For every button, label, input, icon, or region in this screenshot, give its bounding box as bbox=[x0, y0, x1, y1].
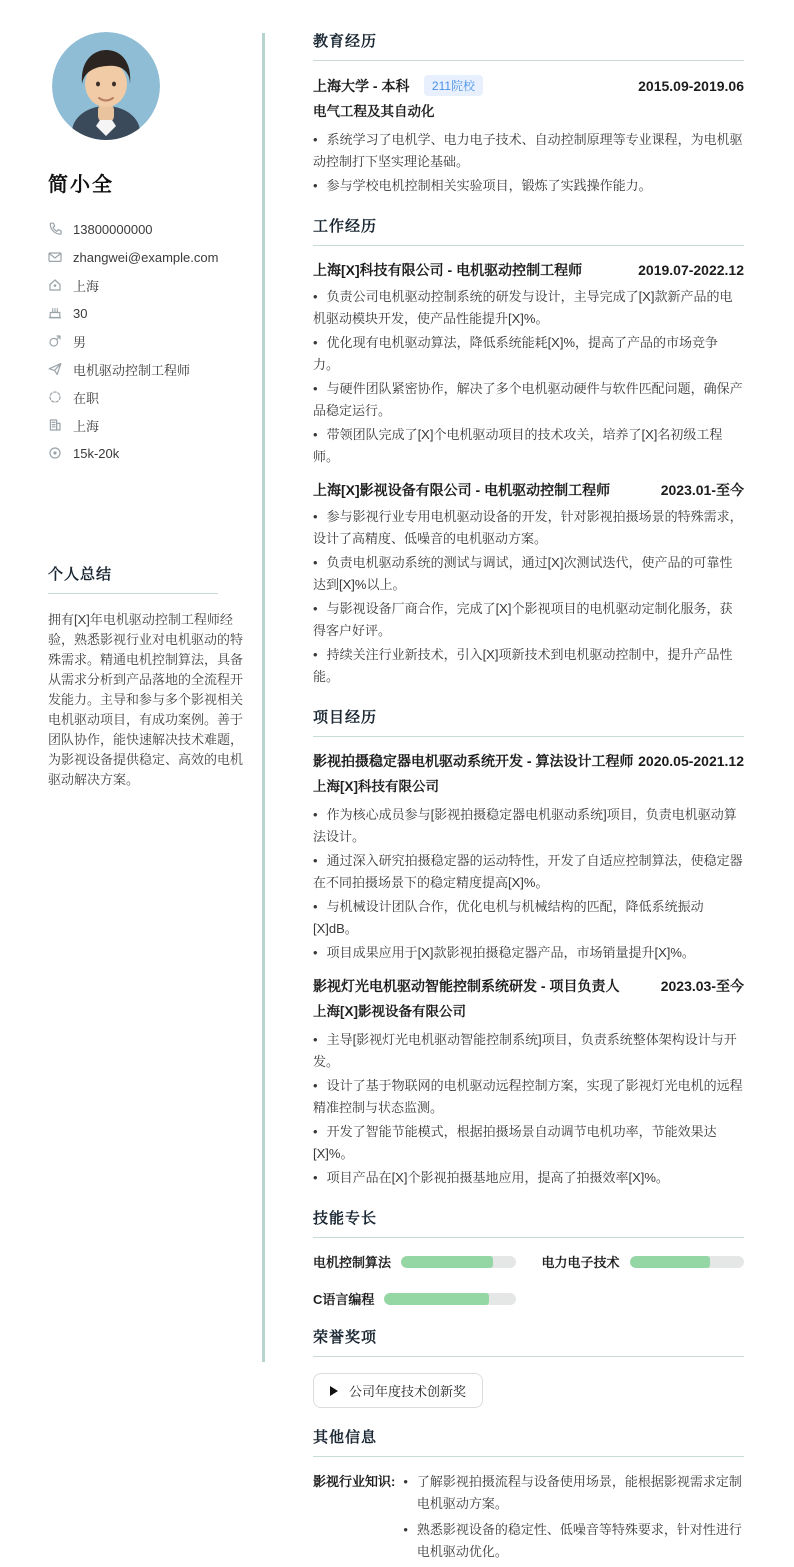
contact-value: 电机驱动控制工程师 bbox=[73, 362, 191, 378]
candidate-name: 简小全 bbox=[48, 174, 114, 196]
education-date: 2015.09-2019.06 bbox=[638, 77, 744, 94]
honor-chip[interactable] bbox=[313, 1373, 483, 1408]
project-bullet: • 设计了基于物联网的电机驱动远程控制方案，实现了影视灯光电机的远程精准控制与状态监测。 bbox=[313, 1075, 744, 1119]
work-bullet: • 与硬件团队紧密协作，解决了多个电机驱动硬件与软件匹配问题，确保产品稳定运行。 bbox=[313, 378, 744, 422]
work-bullet: • 带领团队完成了[X]个电机驱动项目的技术攻关，培养了[X]名初级工程师。 bbox=[313, 424, 744, 468]
project-bullet: • 项目成果应用于[X]款影视拍摄稳定器产品，市场销量提升[X]%。 bbox=[313, 942, 744, 964]
project-name-role: 影视拍摄稳定器电机驱动系统开发 - 算法设计工程师 bbox=[313, 753, 634, 769]
target-icon bbox=[48, 446, 62, 460]
work-bullet: • 持续关注行业新技术，引入[X]项新技术到电机驱动控制中，提升产品性能。 bbox=[313, 644, 744, 688]
section-education bbox=[313, 30, 744, 197]
contact-email bbox=[48, 243, 248, 271]
skill-name: 电机控制算法 bbox=[313, 1255, 392, 1270]
entry-header bbox=[313, 751, 744, 771]
project-bullet: • 开发了智能节能模式，根据拍摄场景自动调节电机功率，节能效果达[X]%。 bbox=[313, 1121, 744, 1165]
honors-title: 荣誉奖项 bbox=[313, 1326, 744, 1357]
entry-header bbox=[313, 260, 744, 280]
skill-bar-track bbox=[401, 1256, 515, 1268]
work-entry bbox=[313, 480, 744, 688]
work-date: 2023.01-至今 bbox=[660, 482, 744, 498]
main-content bbox=[265, 0, 794, 1559]
work-bullet: • 参与影视行业专用电机驱动设备的开发，针对影视拍摄场景的特殊需求，设计了高精度、低噪音的电机驱动方案。 bbox=[313, 506, 744, 550]
education-bullet: • 参与学校电机控制相关实验项目，锻炼了实践操作能力。 bbox=[313, 175, 744, 197]
work-bullet: • 优化现有电机驱动算法，降低系统能耗[X]%，提高了产品的市场竞争力。 bbox=[313, 332, 744, 376]
section-work bbox=[313, 215, 744, 688]
skill-bar-fill bbox=[630, 1256, 710, 1268]
work-bullet: • 负责公司电机驱动控制系统的研发与设计，主导完成了[X]款新产品的电机驱动模块开发，使产品性能提升[X]%。 bbox=[313, 286, 744, 330]
skill-item bbox=[542, 1252, 745, 1271]
project-bullet: • 与机械设计团队合作，优化电机与机械结构的匹配，降低系统振动[X]dB。 bbox=[313, 896, 744, 940]
project-bullet: • 主导[影视灯光电机驱动智能控制系统]项目，负责系统整体架构设计与开发。 bbox=[313, 1029, 744, 1073]
company-role: 上海[X]影视设备有限公司 - 电机驱动控制工程师 bbox=[313, 482, 611, 498]
project-date: 2020.05-2021.12 bbox=[638, 753, 744, 769]
honor-label: 公司年度技术创新奖 bbox=[349, 1384, 467, 1399]
work-date: 2019.07-2022.12 bbox=[638, 262, 744, 278]
skill-name: C语言编程 bbox=[313, 1292, 375, 1307]
other-bullet bbox=[403, 1471, 744, 1515]
contact-value: zhangwei@example.com bbox=[73, 249, 219, 265]
section-honors bbox=[313, 1326, 744, 1408]
school-badge: 211院校 bbox=[424, 75, 483, 96]
work-entry bbox=[313, 260, 744, 468]
school-name: 上海大学 - 本科 bbox=[313, 78, 410, 94]
skills-grid bbox=[313, 1252, 744, 1308]
education-title: 教育经历 bbox=[313, 30, 744, 61]
other-title: 其他信息 bbox=[313, 1426, 744, 1457]
education-entry bbox=[313, 75, 744, 197]
project-entry bbox=[313, 751, 744, 964]
project-bullet: • 通过深入研究拍摄稳定器的运动特性，开发了自适应控制算法，使稳定器在不同拍摄场景下的稳定精度提高[X]%。 bbox=[313, 850, 744, 894]
mail-icon bbox=[48, 250, 62, 264]
contact-phone bbox=[48, 215, 248, 243]
project-bullet: • 项目产品在[X]个影视拍摄基地应用，提高了拍摄效率[X]%。 bbox=[313, 1167, 744, 1189]
entry-header bbox=[313, 976, 744, 996]
contact-age bbox=[48, 299, 248, 327]
work-bullet: • 负责电机驱动系统的测试与调试，通过[X]次测试迭代，使产品的可靠性达到[X]%以上。 bbox=[313, 552, 744, 596]
project-company: 上海[X]影视设备有限公司 bbox=[313, 1004, 466, 1019]
other-bullet-text: • 了解影视拍摄流程与设备使用场景，能根据影视需求定制电机驱动方案。 bbox=[416, 1474, 742, 1511]
section-other bbox=[313, 1426, 744, 1567]
contact-value: 13800000000 bbox=[73, 221, 153, 237]
contact-value: 15k-20k bbox=[73, 445, 120, 461]
project-company: 上海[X]科技有限公司 bbox=[313, 779, 439, 794]
major-name: 电气工程及其自动化 bbox=[313, 104, 435, 119]
other-bullet-list bbox=[403, 1471, 744, 1567]
play-icon bbox=[330, 1386, 338, 1396]
contact-value: 上海 bbox=[73, 418, 100, 434]
contact-list bbox=[48, 215, 248, 467]
other-label: 影视行业知识: bbox=[313, 1474, 396, 1489]
project-name-role: 影视灯光电机驱动智能控制系统研发 - 项目负责人 bbox=[313, 978, 620, 994]
other-bullet-text: • 熟悉影视设备的稳定性、低噪音等特殊要求，针对性进行电机驱动优化。 bbox=[416, 1522, 742, 1559]
section-skills bbox=[313, 1207, 744, 1308]
skill-bar-fill bbox=[401, 1256, 493, 1268]
other-bullet bbox=[403, 1519, 744, 1563]
skill-item bbox=[313, 1252, 516, 1271]
contact-job-status bbox=[48, 383, 248, 411]
summary-title: 个人总结 bbox=[48, 563, 218, 594]
contact-value: 男 bbox=[73, 334, 87, 350]
summary-section bbox=[48, 563, 248, 790]
gender-icon bbox=[48, 334, 62, 348]
contact-gender bbox=[48, 327, 248, 355]
other-row bbox=[313, 1471, 744, 1567]
work-bullet: • 与影视设备厂商合作，完成了[X]个影视项目的电机驱动定制化服务，获得客户好评。 bbox=[313, 598, 744, 642]
entry-header bbox=[313, 480, 744, 500]
sidebar bbox=[0, 0, 262, 1398]
project-date: 2023.03-至今 bbox=[660, 978, 744, 994]
skill-bar-track bbox=[630, 1256, 744, 1268]
company-role: 上海[X]科技有限公司 - 电机驱动控制工程师 bbox=[313, 262, 583, 278]
skill-bar-fill bbox=[384, 1293, 489, 1305]
work-title: 工作经历 bbox=[313, 215, 744, 246]
contact-value: 30 bbox=[73, 305, 88, 321]
skill-name: 电力电子技术 bbox=[541, 1255, 620, 1270]
avatar bbox=[52, 32, 160, 140]
status-icon bbox=[48, 390, 62, 404]
contact-job-title bbox=[48, 355, 248, 383]
project-entry bbox=[313, 976, 744, 1189]
contact-value: 上海 bbox=[73, 278, 100, 294]
contact-city bbox=[48, 411, 248, 439]
building-icon bbox=[48, 418, 62, 432]
contact-salary bbox=[48, 439, 248, 467]
contact-value: 在职 bbox=[73, 390, 100, 406]
contact-hometown bbox=[48, 271, 248, 299]
home-icon bbox=[48, 278, 62, 292]
project-bullet: • 作为核心成员参与[影视拍摄稳定器电机驱动系统]项目，负责电机驱动算法设计。 bbox=[313, 804, 744, 848]
projects-title: 项目经历 bbox=[313, 706, 744, 737]
paper-plane-icon bbox=[48, 362, 62, 376]
summary-text: 拥有[X]年电机驱动控制工程师经验，熟悉影视行业对电机驱动的特殊需求。精通电机控制算法，具备从需求分析到产品落地的全流程开发能力。主导和参与多个影视相关电机驱动项目，有成功案例。善于团队协作，能快速解决技术难题，为影视设备提供稳定、高效的电机驱动解决方案。 bbox=[48, 612, 244, 787]
phone-icon bbox=[48, 222, 62, 236]
cake-icon bbox=[48, 306, 62, 320]
skill-bar-track bbox=[384, 1293, 515, 1305]
section-projects bbox=[313, 706, 744, 1189]
avatar-photo bbox=[52, 32, 160, 140]
skills-title: 技能专长 bbox=[313, 1207, 744, 1238]
entry-header bbox=[313, 75, 744, 96]
education-bullet: • 系统学习了电机学、电力电子技术、自动控制原理等专业课程，为电机驱动控制打下坚实理论基础。 bbox=[313, 129, 744, 173]
skill-item bbox=[313, 1289, 516, 1308]
